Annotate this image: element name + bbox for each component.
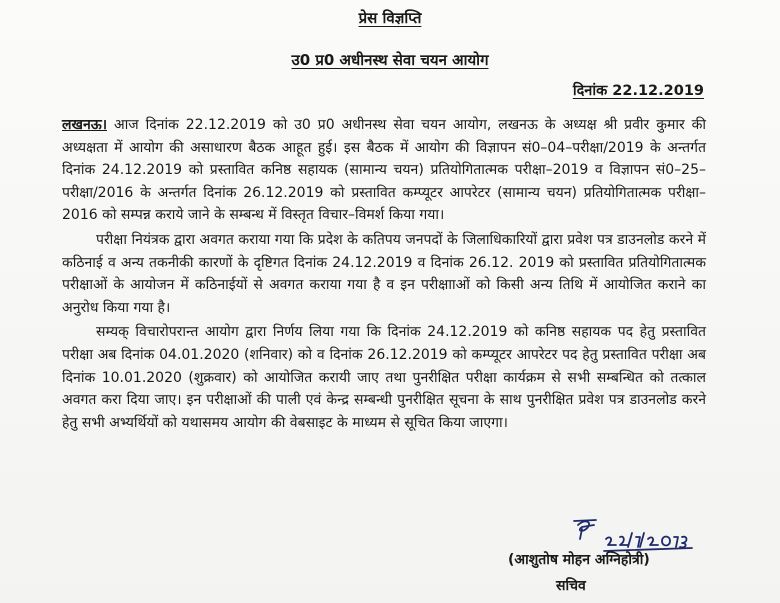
document-title: प्रेस विज्ञप्ति — [358, 9, 422, 27]
paragraph-1-text: आज दिनांक 22.12.2019 को उ0 प्र0 अधीनस्थ सेवा चयन आयोग, लखनऊ के अध्यक्ष श्री प्रवीर कुमार की अध्यक्षता में आयोग की असाधारण बैठक आहूत हुई। इस बैठक में आयोग की विज्ञापन सं0–04–परीक्षा/2019 के अन्तर्गत दिनांक 24.12.2019 को प्रस्तावित कनिष्ठ सहायक (सामान्य चयन) प्रतियोगितात्मक परीक्षा–2019 व विज्ञापन सं0–25–परीक्षा/2016 के अन्तर्गत दिनांक 26.12.2019 को प्रस्तावित कम्प्यूटर आपरेटर (सामान्य चयन) प्रतियोगितात्मक परीक्षा–2016 को सम्पन्न कराये जाने के सम्बन्ध में विस्तृत विचार–विमर्श किया गया। — [62, 117, 706, 224]
release-body — [62, 114, 706, 436]
organization-name: उ0 प्र0 अधीनस्थ सेवा चयन आयोग — [291, 51, 489, 69]
paragraph-3: सम्यक् विचारोपरान्त आयोग द्वारा निर्णय लिया गया कि दिनांक 24.12.2019 को कनिष्ठ सहायक पद हेतु प्रस्तावित परीक्षा अब दिनांक 04.01.2020 (शनिवार) को व दिनांक 26.12.2019 को कम्प्यूटर आपरेटर पद हेतु प्रस्तावित परीक्षा अब दिनांक 10.01.2020 (शुक्रवार) को आयोजित करायी जाए तथा पुनरीक्षित परीक्षा कार्यक्रम से सभी सम्बन्धित को तत्काल अवगत करा दिया जाए। इन परीक्षाओं की पाली एवं केन्द्र सम्बन्धी पुनरीक्षित सूचना के साथ पुनरीक्षित प्रवेश पत्र डाउनलोड करने हेतु सभी अभ्यर्थियों को यथासमय आयोग की वेबसाइट के माध्यम से सूचित किया जाएगा। — [62, 324, 706, 431]
paragraph-1 — [62, 114, 706, 227]
signatory-designation: सचिव — [556, 578, 586, 594]
release-date: दिनांक 22.12.2019 — [572, 83, 704, 99]
place-name: लखनऊ। — [62, 117, 108, 133]
paragraph-2: परीक्षा नियंत्रक द्वारा अवगत कराया गया कि प्रदेश के कतिपय जनपदों के जिलाधिकारियों द्वारा प्रवेश पत्र डाउनलोड करने में कठिनाई व अन्य तकनीकी कारणों के दृष्टिगत दिनांक 24.12.2019 व दिनांक 26.12. 2019 को प्रस्तावित प्रतियोगितात्मक परीक्षाओं के आयोजन में कठिनाईयों से अवगत कराया गया है व इन परीक्षााओं को किसी अन्य तिथि में आयोजित कराने का अनुरोध किया गया है। — [62, 231, 706, 316]
signatory-name: (आशुतोष मोहन अग्निहोत्री) — [508, 552, 650, 568]
